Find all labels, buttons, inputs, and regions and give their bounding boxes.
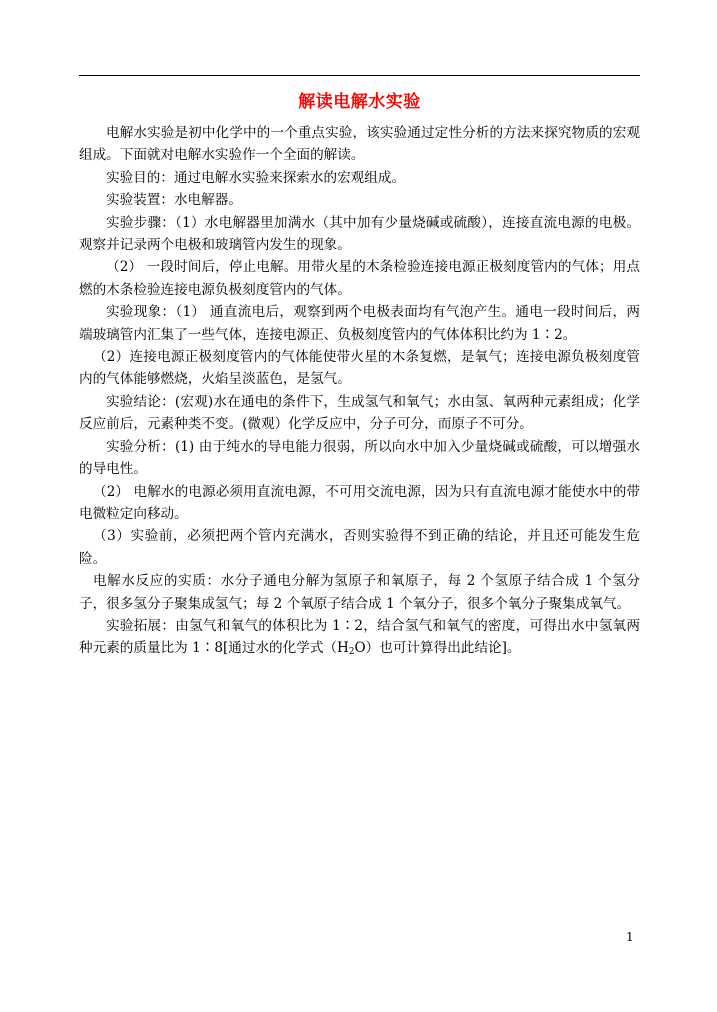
paragraph-apparatus: 实验装置：水电解器。 (106, 192, 242, 209)
paragraph-intro: 电解水实验是初中化学中的一个重点实验，该实验通过定性分析的方法来探究物质的宏观组成。下面就对电解水实验作一个全面的解读。 (79, 125, 640, 164)
paragraph-purpose: 实验目的：通过电解水实验来探索水的宏观组成。 (106, 169, 406, 186)
paragraph-analysis-3: （3）实验前，必须把两个管内充满水，否则实验得不到正确的结论，并且还可能发生危险。 (79, 528, 640, 567)
formula-subscript: 2 (348, 647, 355, 658)
paragraph-conclusion: 实验结论：(宏观)水在通电的条件下，生成氢气和氧气；水由氢、氧两种元素组成；化学反应前后，元素种类不变。(微观）化学反应中，分子可分，而原子不可分。 (79, 393, 640, 433)
extension-text-after: O）也可计算得出此结论]。 (354, 640, 521, 657)
extension-text-before: 实验拓展：由氢气和氧气的体积比为 1∶2，结合氢气和氧气的密度，可得出水中氢氧两种元素的质量比为 1∶8[通过水的化学式（H (79, 617, 640, 657)
page-number: 1 (626, 930, 634, 944)
header-rule (79, 75, 640, 76)
paragraph-steps-1: 实验步骤：（1）水电解器里加满水（其中加有少量烧碱或硫酸），连接直流电源的电极。观察并记录两个电极和玻璃管内发生的现象。 (79, 214, 640, 254)
document-title: 解读电解水实验 (298, 92, 421, 112)
paragraph-essence: 电解水反应的实质：水分子通电分解为氢原子和氧原子，每 2 个氢原子结合成 1 个氢分子，很多氢分子聚集成氢气；每 2 个氧原子结合成 1 个氧分子，很多个氧分子聚集成氧气。 (79, 573, 640, 612)
paragraph-phenomena-2: （2）连接电源正极刻度管内的气体能使带火星的木条复燃，是氧气；连接电源负极刻度管内的气体能够燃烧，火焰呈淡蓝色，是氢气。 (79, 349, 640, 388)
paragraph-analysis-1: 实验分析：(1) 由于纯水的导电能力很弱，所以向水中加入少量烧碱或硫酸，可以增强水的导电性。 (79, 438, 640, 478)
document-body (79, 122, 640, 664)
paragraph-extension (79, 615, 640, 664)
paragraph-steps-2: （2） 一段时间后，停止电解。用带火星的木条检验连接电源正极刻度管内的气体；用点燃的木条检验连接电源负极刻度管内的气体。 (79, 259, 640, 298)
paragraph-phenomena-1: 实验现象：（1） 通直流电后，观察到两个电极表面均有气泡产生。通电一段时间后，两端玻璃管内汇集了一些气体，连接电源正、负极刻度管内的气体体积比约为 1∶2。 (79, 304, 640, 343)
paragraph-analysis-2: （2） 电解水的电源必须用直流电源，不可用交流电源，因为只有直流电源才能使水中的带电微粒定向移动。 (79, 483, 640, 522)
